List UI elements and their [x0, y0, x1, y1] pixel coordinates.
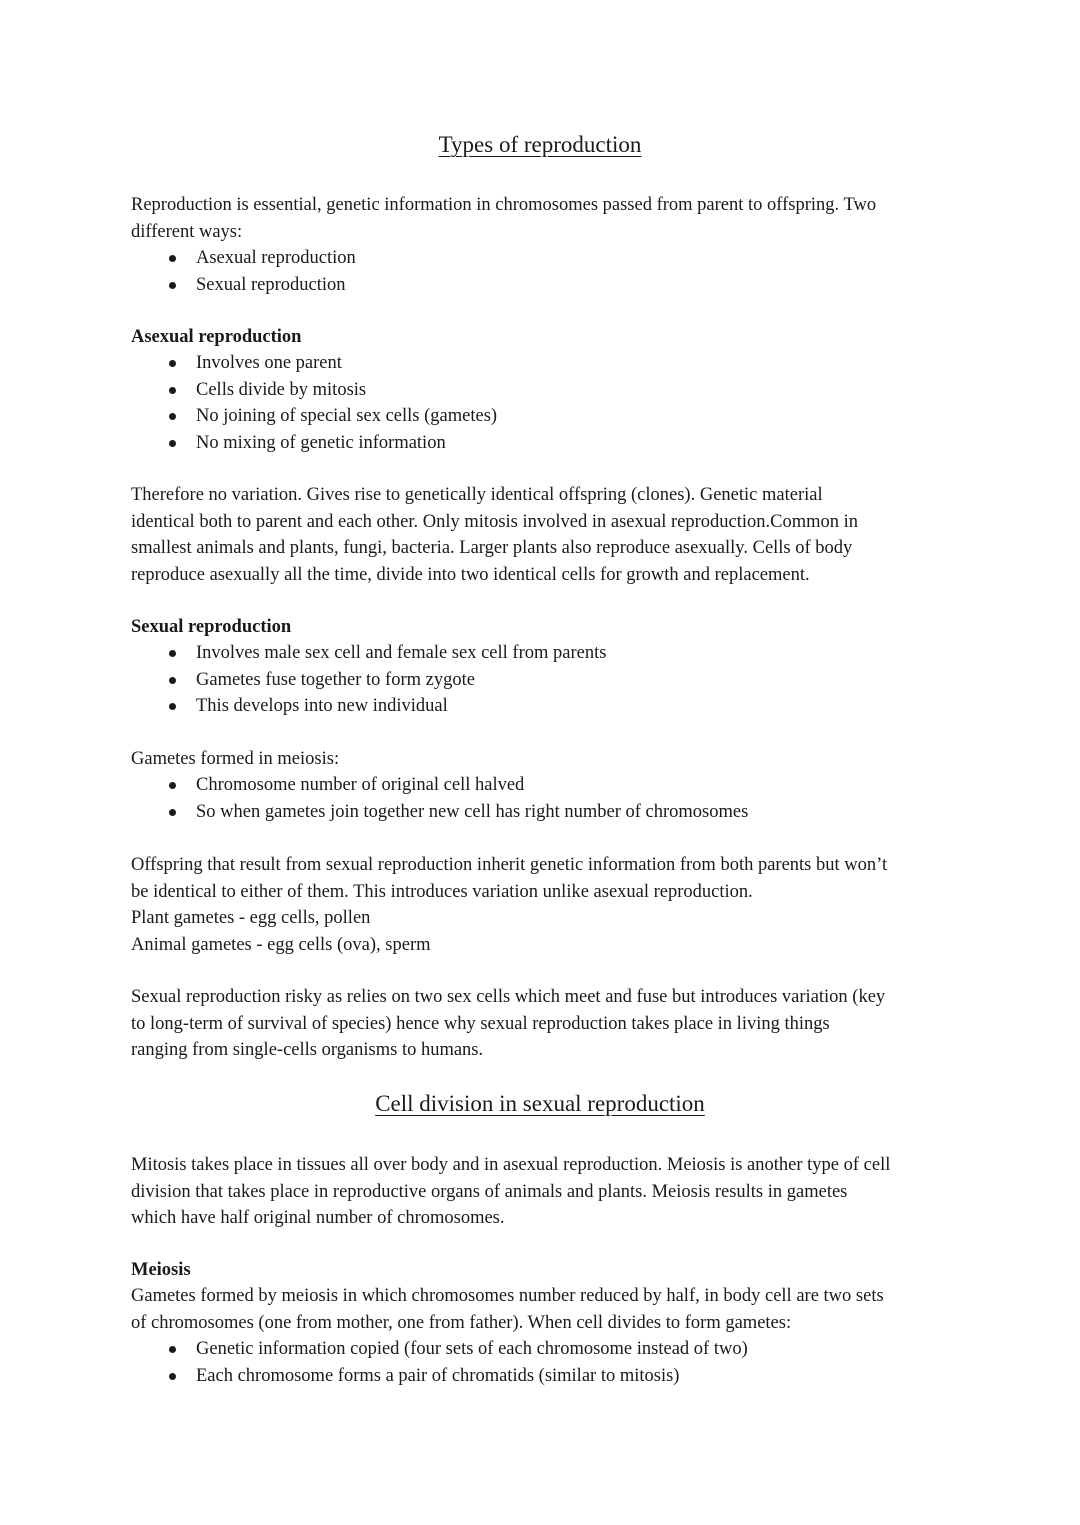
heading-asexual-reproduction: Asexual reproduction — [131, 327, 302, 347]
text-line: to long-term of survival of species) hence why sexual reproduction takes place in living things — [131, 1013, 830, 1034]
text-line: ranging from single-cells organisms to humans. — [131, 1040, 484, 1060]
text-line: Gametes formed by meiosis in which chromosomes number reduced by half, in body cell are two sets — [131, 1286, 884, 1306]
text-line: reproduce asexually all the time, divide into two identical cells for growth and replacement. — [131, 564, 810, 585]
list-item: Involves male sex cell and female sex cell from parents — [131, 640, 956, 667]
text-line: different ways: — [131, 221, 243, 242]
list-item: Each chromosome forms a pair of chromatids (similar to mitosis) — [131, 1363, 956, 1390]
sexual-bullet-list — [131, 640, 956, 720]
list-item: Gametes fuse together to form zygote — [131, 667, 956, 694]
list-item: Asexual reproduction — [131, 245, 956, 272]
list-item: So when gametes join together new cell has right number of chromosomes — [131, 799, 956, 826]
list-item: Sexual reproduction — [131, 272, 956, 299]
asexual-bullet-list — [131, 350, 956, 456]
meiosis-paragraph — [131, 1283, 956, 1336]
risky-paragraph — [131, 984, 956, 1064]
text-line: which have half original number of chromosomes. — [131, 1208, 505, 1228]
asexual-paragraph — [131, 482, 956, 588]
text-line: identical both to parent and each other. Only mitosis involved in asexual reproduction.Common in — [131, 511, 859, 532]
text-line: smallest animals and plants, fungi, bacteria. Larger plants also reproduce asexually. Cells of body — [131, 538, 853, 558]
text-line: Reproduction is essential, genetic information in chromosomes passed from parent to offspring. Two — [131, 195, 877, 215]
offspring-paragraph — [131, 852, 956, 958]
text-line: Mitosis takes place in tissues all over body and in asexual reproduction. Meiosis is another type of cell — [131, 1155, 891, 1175]
list-item: Involves one parent — [131, 350, 956, 377]
heading-sexual-reproduction: Sexual reproduction — [131, 617, 292, 637]
list-item: No mixing of genetic information — [131, 430, 956, 457]
list-item: This develops into new individual — [131, 693, 956, 720]
text-line: Therefore no variation. Gives rise to genetically identical offspring (clones). Genetic material — [131, 485, 823, 505]
text-line: Sexual reproduction risky as relies on two sex cells which meet and fuse but introduces variation (key — [131, 987, 886, 1007]
text-line: be identical to either of them. This introduces variation unlike asexual reproduction. — [131, 881, 753, 902]
meiosis-bullet-list — [131, 1336, 956, 1389]
title-types-of-reproduction: Types of reproduction — [438, 132, 642, 157]
text-line: Plant gametes - egg cells, pollen — [131, 908, 371, 928]
list-item: No joining of special sex cells (gametes) — [131, 403, 956, 430]
intro-paragraph — [131, 192, 956, 245]
list-item: Cells divide by mitosis — [131, 377, 956, 404]
cell-division-paragraph — [131, 1152, 956, 1232]
list-item: Genetic information copied (four sets of each chromosome instead of two) — [131, 1336, 956, 1363]
text-line: division that takes place in reproductive organs of animals and plants. Meiosis results in gametes — [131, 1181, 848, 1202]
heading-meiosis: Meiosis — [131, 1260, 191, 1280]
text-line: Animal gametes - egg cells (ova), sperm — [131, 934, 431, 955]
gametes-intro: Gametes formed in meiosis: — [131, 749, 340, 769]
gametes-bullet-list — [131, 772, 956, 825]
text-line: of chromosomes (one from mother, one from father). When cell divides to form gametes: — [131, 1312, 792, 1333]
text-line: Offspring that result from sexual reproduction inherit genetic information from both parents but won’t — [131, 855, 888, 875]
title-cell-division: Cell division in sexual reproduction — [375, 1091, 705, 1116]
intro-bullet-list — [131, 245, 956, 298]
list-item: Chromosome number of original cell halved — [131, 772, 956, 799]
